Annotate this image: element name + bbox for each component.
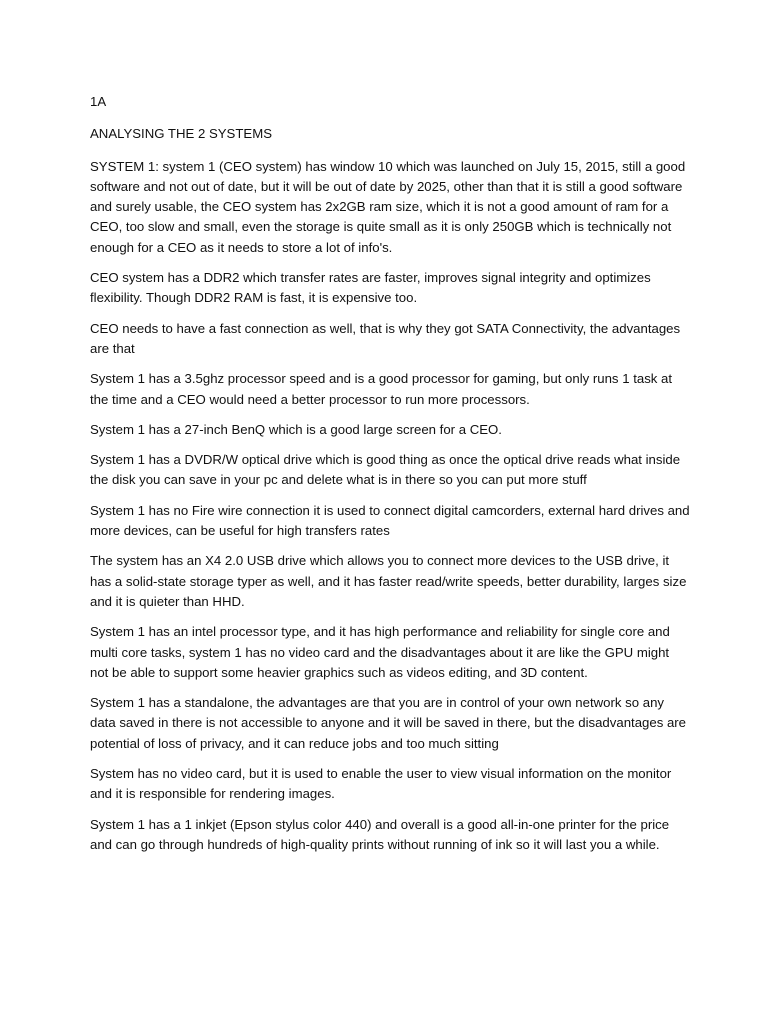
section-title: ANALYSING THE 2 SYSTEMS [90,126,272,142]
paragraph-ddr2: CEO system has a DDR2 which transfer rates are faster, improves signal integrity and optimizes flexibility. Though DDR2 RAM is fast, it is expensive too. [90,270,651,306]
paragraph-optical-drive: System 1 has a DVDR/W optical drive which is good thing as once the optical drive reads what inside the disk you can save in your pc and delete what is in there so you can put more stuff [90,452,681,488]
paragraph-processor-speed: System 1 has a 3.5ghz processor speed and is a good processor for gaming, but only runs 1 task at the time and a CEO would need a better processor to run more processors. [90,371,673,407]
section-number: 1A [90,94,107,109]
paragraph-video-card: System has no video card, but it is used to enable the user to view visual information on the monitor and it is responsible for rendering images. [90,766,672,802]
document-page [90,92,690,865]
paragraph-standalone: System 1 has a standalone, the advantages are that you are in control of your own network so any data saved in there is not accessible to anyone and it will be saved in there, but the disadvantages are potential of loss of privacy, and it can reduce jobs and too much sitting [90,695,687,751]
paragraph-sata: CEO needs to have a fast connection as well, that is why they got SATA Connectivity, the advantages are that [90,320,681,356]
paragraph-printer: System 1 has a 1 inkjet (Epson stylus color 440) and overall is a good all-in-one printer for the price and can go through hundreds of high-quality prints without running of ink so it will last you a while. [90,816,670,852]
paragraph-screen: System 1 has a 27-inch BenQ which is a good large screen for a CEO. [90,421,502,437]
paragraph-system1-overview: SYSTEM 1: system 1 (CEO system) has window 10 which was launched on July 15, 2015, still a good software and not out of date, but it will be out of date by 2025, other than that it is still a good software and surely usable, the CEO system has 2x2GB ram size, which it is not a good amount of ram for a CEO, too slow and small, even the storage is quite small as it is only 250GB which is technically not enough for a CEO as it needs to store a lot of info's. [90,158,686,255]
paragraph-processor-type: System 1 has an intel processor type, and it has high performance and reliability for single core and multi core tasks, system 1 has no video card and the disadvantages about it are like the GPU might not be able to support some heavier graphics such as videos editing, and 3D content. [90,624,670,680]
paragraph-firewire: System 1 has no Fire wire connection it is used to connect digital camcorders, external hard drives and more devices, can be useful for high transfers rates [90,502,690,539]
paragraph-usb: The system has an X4 2.0 USB drive which allows you to connect more devices to the USB drive, it has a solid-state storage typer as well, and it has faster read/write speeds, better durability, larges size and it is quieter than HHD. [90,553,687,609]
